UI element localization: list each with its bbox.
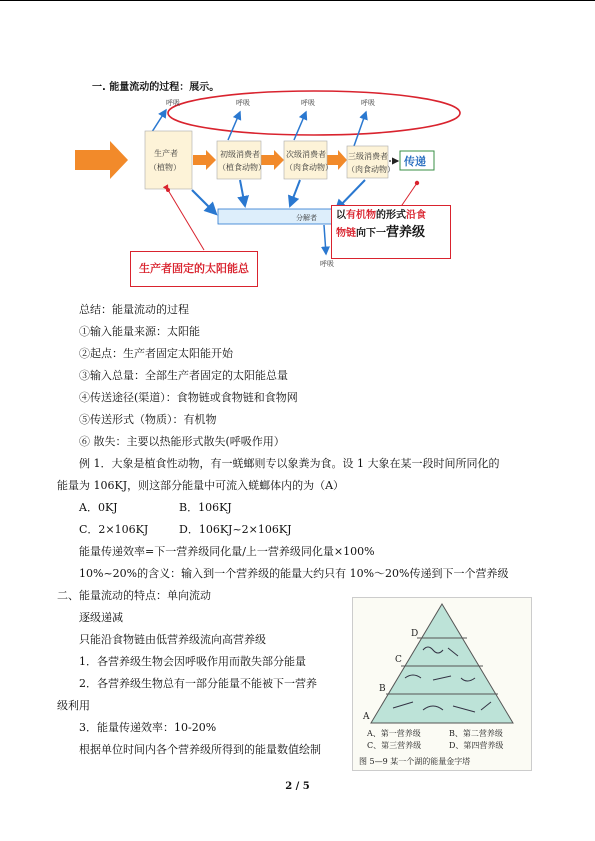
pyramid-caption: 图 5—9 某一个湖的能量金字塔 bbox=[359, 757, 471, 766]
secondary-label: 次级消费者 bbox=[286, 150, 326, 159]
primary-consumer-box bbox=[217, 141, 261, 179]
pyramid-level-a: A bbox=[363, 712, 370, 722]
legend-a: A、第一营养级 bbox=[367, 729, 421, 738]
option-b: B．106KJ bbox=[179, 501, 232, 514]
sun-input-arrow bbox=[75, 141, 128, 179]
energy-pyramid-figure bbox=[352, 597, 532, 771]
reason-2-cont: 级利用 bbox=[57, 699, 90, 712]
reason-2: 2．各营养级生物总有一部分能量不能被下一营养 bbox=[79, 677, 317, 690]
breath-label-2: 呼吸 bbox=[236, 99, 250, 107]
breath-label-4: 呼吸 bbox=[361, 99, 375, 107]
section1-title: 一. 能量流动的过程：展示。 bbox=[92, 82, 220, 93]
legend-c: C、第三营养级 bbox=[367, 741, 422, 750]
point-5: ⑤传送形式（物质）：有机物 bbox=[79, 413, 217, 426]
secondary-sub: （肉食动物） bbox=[285, 163, 333, 172]
reason-3: 3．能量传递效率：10-20% bbox=[79, 721, 217, 734]
feature-direction: 只能沿食物链由低营养级流向高营养级 bbox=[79, 633, 266, 646]
producer-label: 生产者 bbox=[154, 149, 178, 158]
energy-pyramid-image bbox=[353, 598, 531, 770]
page-number: 2 / 5 bbox=[285, 781, 310, 792]
reason-1: 1．各营养级生物会因呼吸作用而散失部分能量 bbox=[79, 655, 306, 668]
bottom-breath-label: 呼吸 bbox=[320, 260, 334, 268]
option-a: A．0KJ bbox=[79, 501, 118, 514]
point-6: ⑥ 散失：主要以热能形式散失(呼吸作用） bbox=[79, 435, 285, 448]
example-line-2: 能量为 106KJ，则这部分能量中可流入蜣螂体内的为（A） bbox=[57, 479, 345, 492]
organic-transfer-note: 以有机物的形式沿食 物链向下一营养级 bbox=[331, 205, 451, 259]
decomposer-label: 分解者 bbox=[296, 214, 317, 222]
legend-d: D、第四营养级 bbox=[449, 741, 504, 750]
secondary-consumer-box bbox=[284, 141, 327, 179]
pyramid-level-b: B bbox=[379, 684, 386, 694]
point-2: ②起点：生产者固定太阳能开始 bbox=[79, 347, 233, 360]
pyramid-intro: 根据单位时间内各个营养级所得到的能量数值绘制 bbox=[79, 743, 321, 756]
primary-sub: （植食动物） bbox=[218, 163, 266, 172]
point-1: ①输入能量来源：太阳能 bbox=[79, 325, 200, 338]
example-line-1: 例 1．大象是植食性动物，有一蜣螂则专以象粪为食。设 1 大象在某一段时间所同化的 bbox=[79, 457, 500, 470]
efficiency-meaning: 10%~20%的含义：输入到一个营养级的能量大约只有 10%～20%传递到下一个营养级 bbox=[79, 567, 509, 580]
option-c: C．2×106KJ bbox=[79, 523, 149, 536]
primary-label: 初级消费者 bbox=[220, 150, 260, 159]
producer-sub: （植物） bbox=[149, 163, 181, 172]
breath-label-1: 呼吸 bbox=[166, 99, 180, 107]
producer-box bbox=[145, 131, 192, 189]
solar-energy-note: 生产者固定的太阳能总 bbox=[130, 251, 258, 287]
energy-flow-diagram bbox=[0, 0, 595, 300]
option-d: D．106KJ~2×106KJ bbox=[179, 523, 292, 536]
summary-heading: 总结：能量流动的过程 bbox=[79, 303, 189, 316]
pyramid-level-c: C bbox=[395, 655, 402, 665]
pyramid-level-d: D bbox=[411, 629, 419, 639]
legend-b: B、第二营养级 bbox=[449, 729, 503, 738]
section2-title: 二、能量流动的特点：单向流动 bbox=[57, 589, 211, 602]
point-3: ③输入总量：全部生产者固定的太阳能总量 bbox=[79, 369, 288, 382]
efficiency-formula: 能量传递效率=下一营养级同化量/上一营养级同化量×100% bbox=[79, 545, 375, 558]
respiration-oval bbox=[168, 91, 460, 135]
point-4: ④传送途径(渠道）：食物链或食物链和食物网 bbox=[79, 391, 298, 404]
feature-decreasing: 逐级递减 bbox=[79, 611, 123, 624]
tertiary-sub: （肉食动物） bbox=[347, 165, 395, 174]
transfer-label: 传递 bbox=[404, 155, 426, 168]
breath-label-3: 呼吸 bbox=[301, 99, 315, 107]
tertiary-label: 三级消费者 bbox=[348, 152, 388, 161]
